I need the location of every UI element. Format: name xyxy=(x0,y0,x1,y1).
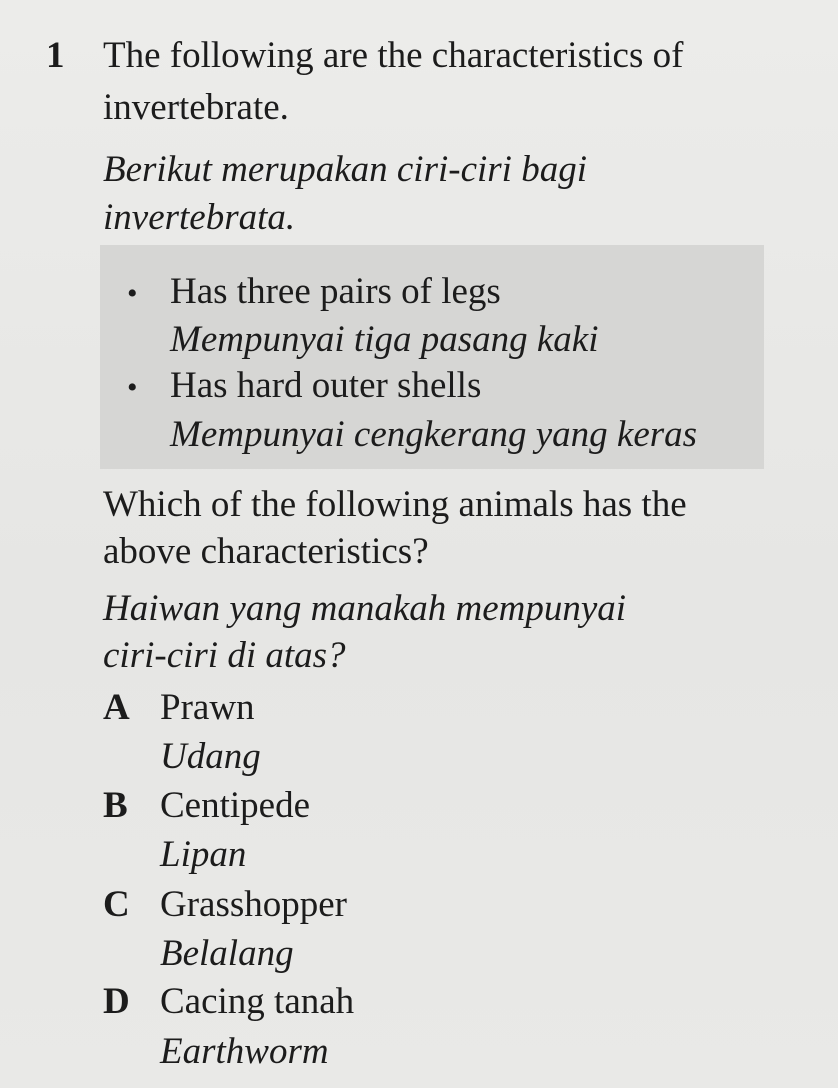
prompt-en-line-2: above characteristics? xyxy=(103,531,429,572)
characteristic-1-en: Has three pairs of legs xyxy=(170,271,501,312)
stem-en-line-1: The following are the characteristics of xyxy=(103,35,684,76)
characteristic-2-ms: Mempunyai cengkerang yang keras xyxy=(170,414,698,455)
option-b-en[interactable]: Centipede xyxy=(160,785,311,826)
stem-ms-line-1: Berikut merupakan ciri-ciri bagi xyxy=(103,149,587,190)
stem-en-line-2: invertebrate. xyxy=(103,87,289,128)
option-b-letter[interactable]: B xyxy=(103,785,128,826)
option-c-en[interactable]: Grasshopper xyxy=(160,884,348,925)
option-a-ms[interactable]: Udang xyxy=(160,736,261,777)
characteristic-2-en: Has hard outer shells xyxy=(170,365,482,406)
option-d-letter[interactable]: D xyxy=(103,981,130,1022)
option-a-en[interactable]: Prawn xyxy=(160,687,255,728)
prompt-ms-line-2: ciri-ciri di atas? xyxy=(103,635,346,676)
characteristic-1-ms: Mempunyai tiga pasang kaki xyxy=(170,319,599,360)
bullet-icon: • xyxy=(127,371,138,404)
stem-ms-line-2: invertebrata. xyxy=(103,197,296,238)
bullet-icon: • xyxy=(127,277,138,310)
question-number: 1 xyxy=(46,35,65,76)
option-c-letter[interactable]: C xyxy=(103,884,130,925)
option-c-ms[interactable]: Belalang xyxy=(160,933,294,974)
option-a-letter[interactable]: A xyxy=(103,687,130,728)
prompt-en-line-1: Which of the following animals has the xyxy=(103,484,687,525)
option-b-ms[interactable]: Lipan xyxy=(160,834,247,875)
prompt-ms-line-1: Haiwan yang manakah mempunyai xyxy=(103,588,627,629)
option-d-ms[interactable]: Earthworm xyxy=(160,1031,329,1072)
option-d-en[interactable]: Cacing tanah xyxy=(160,981,355,1022)
